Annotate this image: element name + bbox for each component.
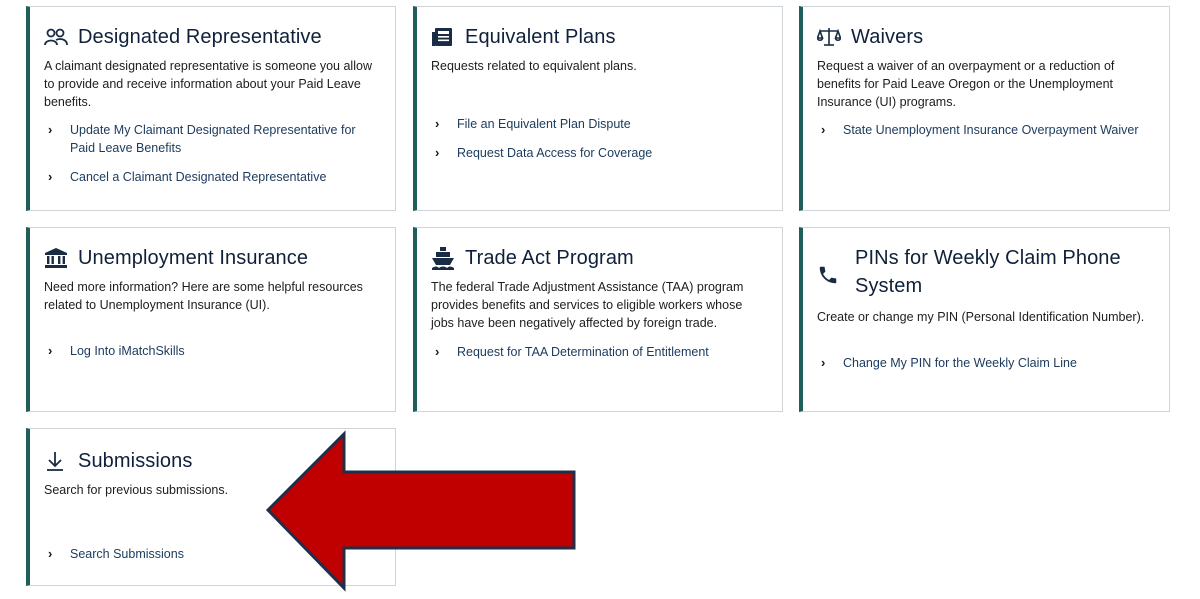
card-description: Create or change my PIN (Personal Identification Number). — [817, 310, 1145, 324]
card-waivers — [799, 6, 1170, 211]
card-header — [431, 244, 768, 272]
link-update-designated-representative[interactable]: › Update My Claimant Designated Representative for Paid Leave Benefits — [44, 121, 381, 157]
card-title: Designated Representative — [78, 26, 322, 48]
ship-icon — [431, 245, 459, 271]
chevron-right-icon: › — [48, 169, 53, 184]
link-request-data-access[interactable]: › Request Data Access for Coverage — [431, 144, 768, 162]
card-title: Submissions — [78, 450, 193, 472]
document-list-icon — [431, 24, 459, 50]
card-title: Trade Act Program — [465, 247, 634, 269]
card-designated-representative — [26, 6, 396, 211]
card-header — [431, 23, 768, 51]
card-header — [44, 244, 381, 272]
chevron-right-icon: › — [48, 546, 53, 561]
link-log-into-imatchskills[interactable]: › Log Into iMatchSkills — [44, 342, 381, 360]
people-icon — [44, 24, 72, 50]
card-header — [44, 23, 381, 51]
card-description: Need more information? Here are some helpful resources related to Unemployment Insurance (UI). — [44, 280, 363, 312]
phone-icon — [817, 262, 849, 288]
card-title: Equivalent Plans — [465, 26, 616, 48]
card-equivalent-plans — [413, 6, 783, 211]
chevron-right-icon: › — [435, 145, 440, 160]
card-description: A claimant designated representative is someone you allow to provide and receive information about your Paid Leave benefits. — [44, 59, 372, 109]
scales-icon — [817, 24, 845, 50]
link-change-my-pin[interactable]: › Change My PIN for the Weekly Claim Line — [817, 354, 1155, 372]
card-header — [817, 23, 1155, 51]
chevron-right-icon: › — [435, 116, 440, 131]
card-title: PINs for Weekly Claim Phone System — [855, 247, 1121, 297]
card-description: Request a waiver of an overpayment or a reduction of benefits for Paid Leave Oregon or the Unemployment Insurance (UI) programs. — [817, 59, 1115, 109]
card-header — [817, 244, 1155, 300]
chevron-right-icon: › — [48, 122, 53, 137]
chevron-right-icon: › — [821, 122, 826, 137]
link-cancel-designated-representative[interactable]: › Cancel a Claimant Designated Representative — [44, 168, 381, 186]
download-icon — [44, 448, 72, 474]
card-unemployment-insurance — [26, 227, 396, 412]
card-trade-act-program — [413, 227, 783, 412]
link-search-submissions[interactable]: › Search Submissions — [44, 545, 381, 563]
card-description: The federal Trade Adjustment Assistance (TAA) program provides benefits and services to eligible workers whose jobs have been negatively affected by foreign trade. — [431, 280, 744, 330]
card-description: Requests related to equivalent plans. — [431, 59, 637, 73]
link-request-taa-determination[interactable]: › Request for TAA Determination of Entitlement — [431, 343, 768, 361]
card-title: Unemployment Insurance — [78, 247, 309, 269]
bank-building-icon — [44, 245, 72, 271]
card-description: Search for previous submissions. — [44, 483, 229, 497]
link-ui-overpayment-waiver[interactable]: › State Unemployment Insurance Overpayment Waiver — [817, 121, 1155, 139]
card-title: Waivers — [851, 26, 924, 48]
link-file-equivalent-plan-dispute[interactable]: › File an Equivalent Plan Dispute — [431, 115, 768, 133]
chevron-right-icon: › — [48, 343, 53, 358]
chevron-right-icon: › — [435, 344, 440, 359]
chevron-right-icon: › — [821, 355, 826, 370]
card-pins-weekly-claim — [799, 227, 1170, 412]
red-annotation-arrow — [262, 430, 582, 592]
